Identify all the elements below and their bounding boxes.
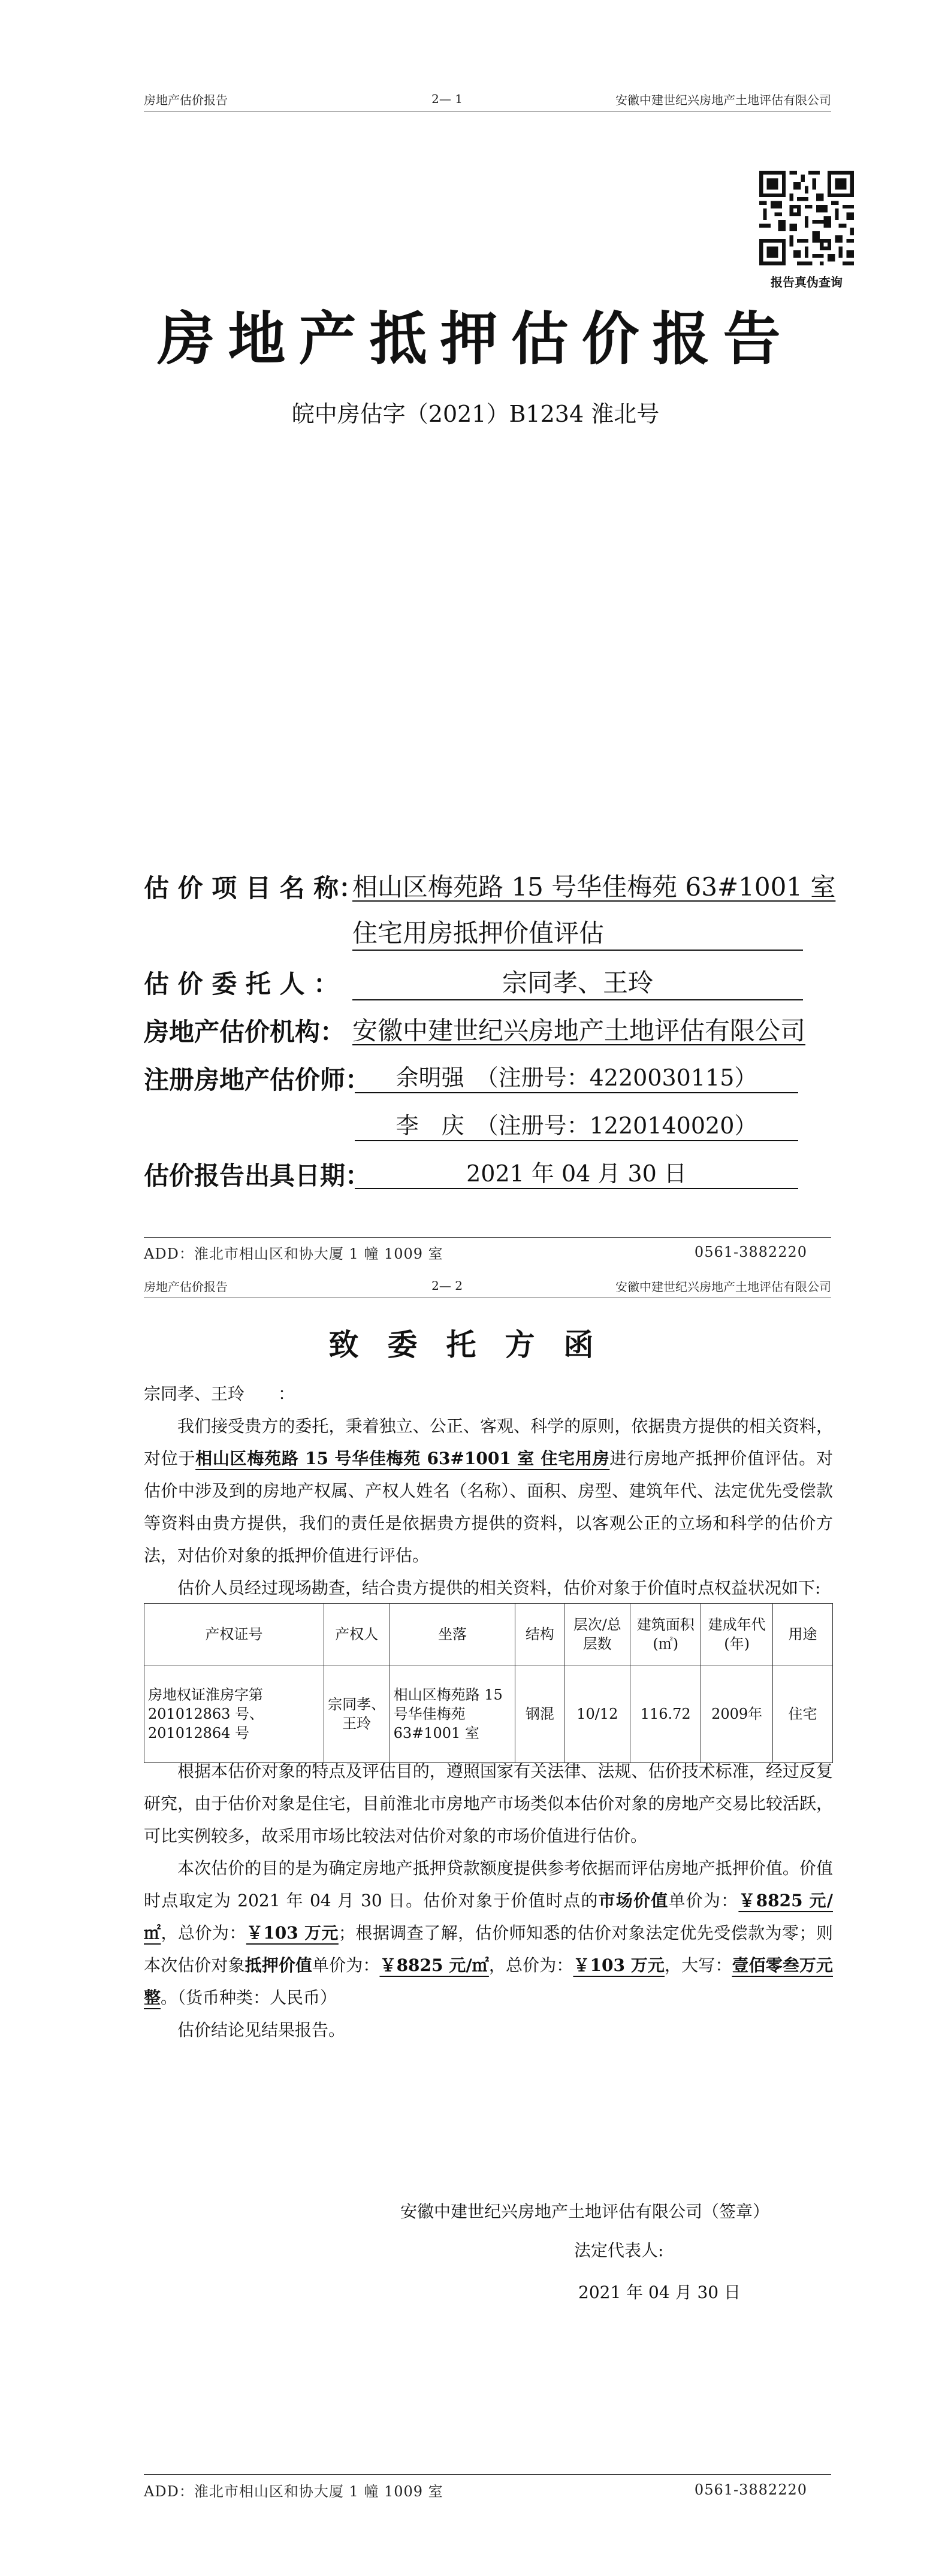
table-cell: 住宅 <box>773 1665 833 1763</box>
client-row <box>144 965 339 1000</box>
table-cell: 宗同孝、王玲 <box>324 1665 390 1763</box>
document-number: 皖中房估字（2021）B1234 淮北号 <box>291 401 660 427</box>
paragraph-2: 估价人员经过现场勘查，结合贵方提供的相关资料，估价对象于价值时点权益状况如下: <box>177 1578 821 1598</box>
header-company: 安徽中建世纪兴房地产土地评估有限公司 <box>615 1279 832 1294</box>
amount-in-words: 壹佰零叁万元整 <box>144 1955 833 2007</box>
table-cell: 116.72 <box>630 1665 701 1763</box>
table-header-cell: 层次/总层数 <box>564 1604 630 1665</box>
header-page-number: 2— 1 <box>431 92 463 106</box>
footer-address: ADD：淮北市相山区和协大厦 1 幢 1009 室 <box>144 2483 443 2500</box>
client-value: 宗同孝、王玲 <box>352 963 803 1000</box>
letter-title: 致委托方函 <box>328 1327 623 1362</box>
appraiser-row <box>144 1060 370 1096</box>
market-unit-price: ￥8825 元/㎡ <box>144 1891 833 1943</box>
table-cell: 2009年 <box>701 1665 773 1763</box>
page-header <box>144 1274 831 1298</box>
report-date-value: 2021 年 04 月 30 日 <box>355 1155 798 1189</box>
agency-value: 安徽中建世纪兴房地产土地评估有限公司 <box>352 1016 806 1045</box>
page-header <box>144 87 831 111</box>
mortgage-unit-price: ￥8825 元/㎡ <box>379 1955 489 1975</box>
table-row <box>144 1665 833 1763</box>
page-footer <box>144 2479 807 2501</box>
property-address: 相山区梅苑路 15 号华佳梅苑 63#1001 室 住宅用房 <box>195 1449 610 1468</box>
header-left: 房地产估价报告 <box>144 92 228 107</box>
project-name-label: 估 价 项 目 名 称： <box>144 873 364 903</box>
report-date-row <box>144 1156 370 1192</box>
property-table <box>144 1603 833 1763</box>
agency-row <box>144 1012 345 1048</box>
table-header-cell: 产权人 <box>324 1604 390 1665</box>
header-page-number: 2— 2 <box>431 1278 463 1293</box>
project-name-row <box>144 869 364 905</box>
appraiser-1: 余明强 （注册号：4220030115） <box>355 1059 798 1093</box>
paragraph-4: 本次估价的目的是为确定房地产抵押贷款额度提供参考依据而评估房地产抵押价值。价值时点取定为 2021 年 04 月 30 日。估价对象于价值时点的市场价值单价为：￥8825 元/㎡，总价为：￥103 万元；根据调查了解，估价师知悉的估价对象法定优先受偿款为零；则本次估价对象抵押价值单价为：￥8825 元/㎡，总价为：￥103 万元，大写：壹佰零叁万元整。（货币种类：人民币） <box>144 1858 833 2007</box>
salutation: 宗同孝、王玲 ： <box>144 1384 295 1404</box>
table-header-cell: 坐落 <box>390 1604 515 1665</box>
report-date-label: 估价报告出具日期： <box>144 1161 371 1190</box>
table-header-cell: 建成年代(年) <box>701 1604 773 1665</box>
mortgage-total-price: ￥103 万元 <box>573 1955 665 1975</box>
signature-representative: 法定代表人: <box>574 2241 664 2260</box>
paragraph-5: 估价结论见结果报告。 <box>177 2020 346 2040</box>
qr-caption: 报告真伪查询 <box>771 275 843 289</box>
client-label: 估 价 委 托 人 ： <box>144 969 339 999</box>
footer-address: ADD：淮北市相山区和协大厦 1 幢 1009 室 <box>144 1245 443 1262</box>
table-cell: 钢混 <box>515 1665 564 1763</box>
table-header-cell: 产权证号 <box>144 1604 324 1665</box>
project-name-value: 相山区梅苑路 15 号华佳梅苑 63#1001 室 <box>352 872 836 902</box>
market-total-price: ￥103 万元 <box>246 1923 339 1943</box>
paragraph-1: 我们接受贵方的委托，秉着独立、公正、客观、科学的原则，依据贵方提供的相关资料，对位于相山区梅苑路 15 号华佳梅苑 63#1001 室 住宅用房进行房地产抵押价值评估。对估价中涉及到的房地产权属、产权人姓名（名称）、面积、房型、建筑年代、法定优先受偿款等资料由贵方提供，我们的责任是依据贵方提供的资料，以客观公正的立场和科学的估价方法，对估价对象的抵押价值进行评估。 <box>144 1416 833 1565</box>
report-title: 房地产抵押估价报告 <box>157 305 794 373</box>
footer-rule <box>144 2474 831 2475</box>
paragraph-3: 根据本估价对象的特点及评估目的，遵照国家有关法律、法规、估价技术标准，经过反复研究，由于估价对象是住宅，目前淮北市房地产市场类似本估价对象的房地产交易比较活跃，可比实例较多，故采用市场比较法对估价对象的市场价值进行估价。 <box>144 1761 833 1846</box>
table-cell: 相山区梅苑路 15 号华佳梅苑 63#1001 室 <box>390 1665 515 1763</box>
footer-rule <box>144 1237 831 1238</box>
table-header-row <box>144 1604 833 1665</box>
agency-label: 房地产估价机构： <box>144 1017 346 1047</box>
signature-company: 安徽中建世纪兴房地产土地评估有限公司（签章） <box>400 2202 770 2221</box>
table-header-cell: 用途 <box>773 1604 833 1665</box>
footer-phone: 0561-3882220 <box>694 1244 807 1260</box>
appraiser-label: 注册房地产估价师： <box>144 1065 371 1095</box>
table-cell: 房地权证淮房字第 201012863 号、201012864 号 <box>144 1665 324 1763</box>
table-header-cell: 结构 <box>515 1604 564 1665</box>
signature-date: 2021 年 04 月 30 日 <box>578 2282 741 2302</box>
footer-phone: 0561-3882220 <box>694 2481 807 2498</box>
project-name-value-line2: 住宅用房抵押价值评估 <box>352 914 803 951</box>
letter-body-continued <box>144 1755 833 2046</box>
header-company: 安徽中建世纪兴房地产土地评估有限公司 <box>615 92 832 107</box>
appraiser-2: 李 庆 （注册号：1220140020） <box>355 1107 798 1141</box>
table-cell: 10/12 <box>564 1665 630 1763</box>
page-footer <box>144 1241 807 1263</box>
letter-body <box>144 1378 833 1604</box>
header-left: 房地产估价报告 <box>144 1279 228 1294</box>
qr-code-icon[interactable] <box>759 171 854 265</box>
table-header-cell: 建筑面积(㎡) <box>630 1604 701 1665</box>
